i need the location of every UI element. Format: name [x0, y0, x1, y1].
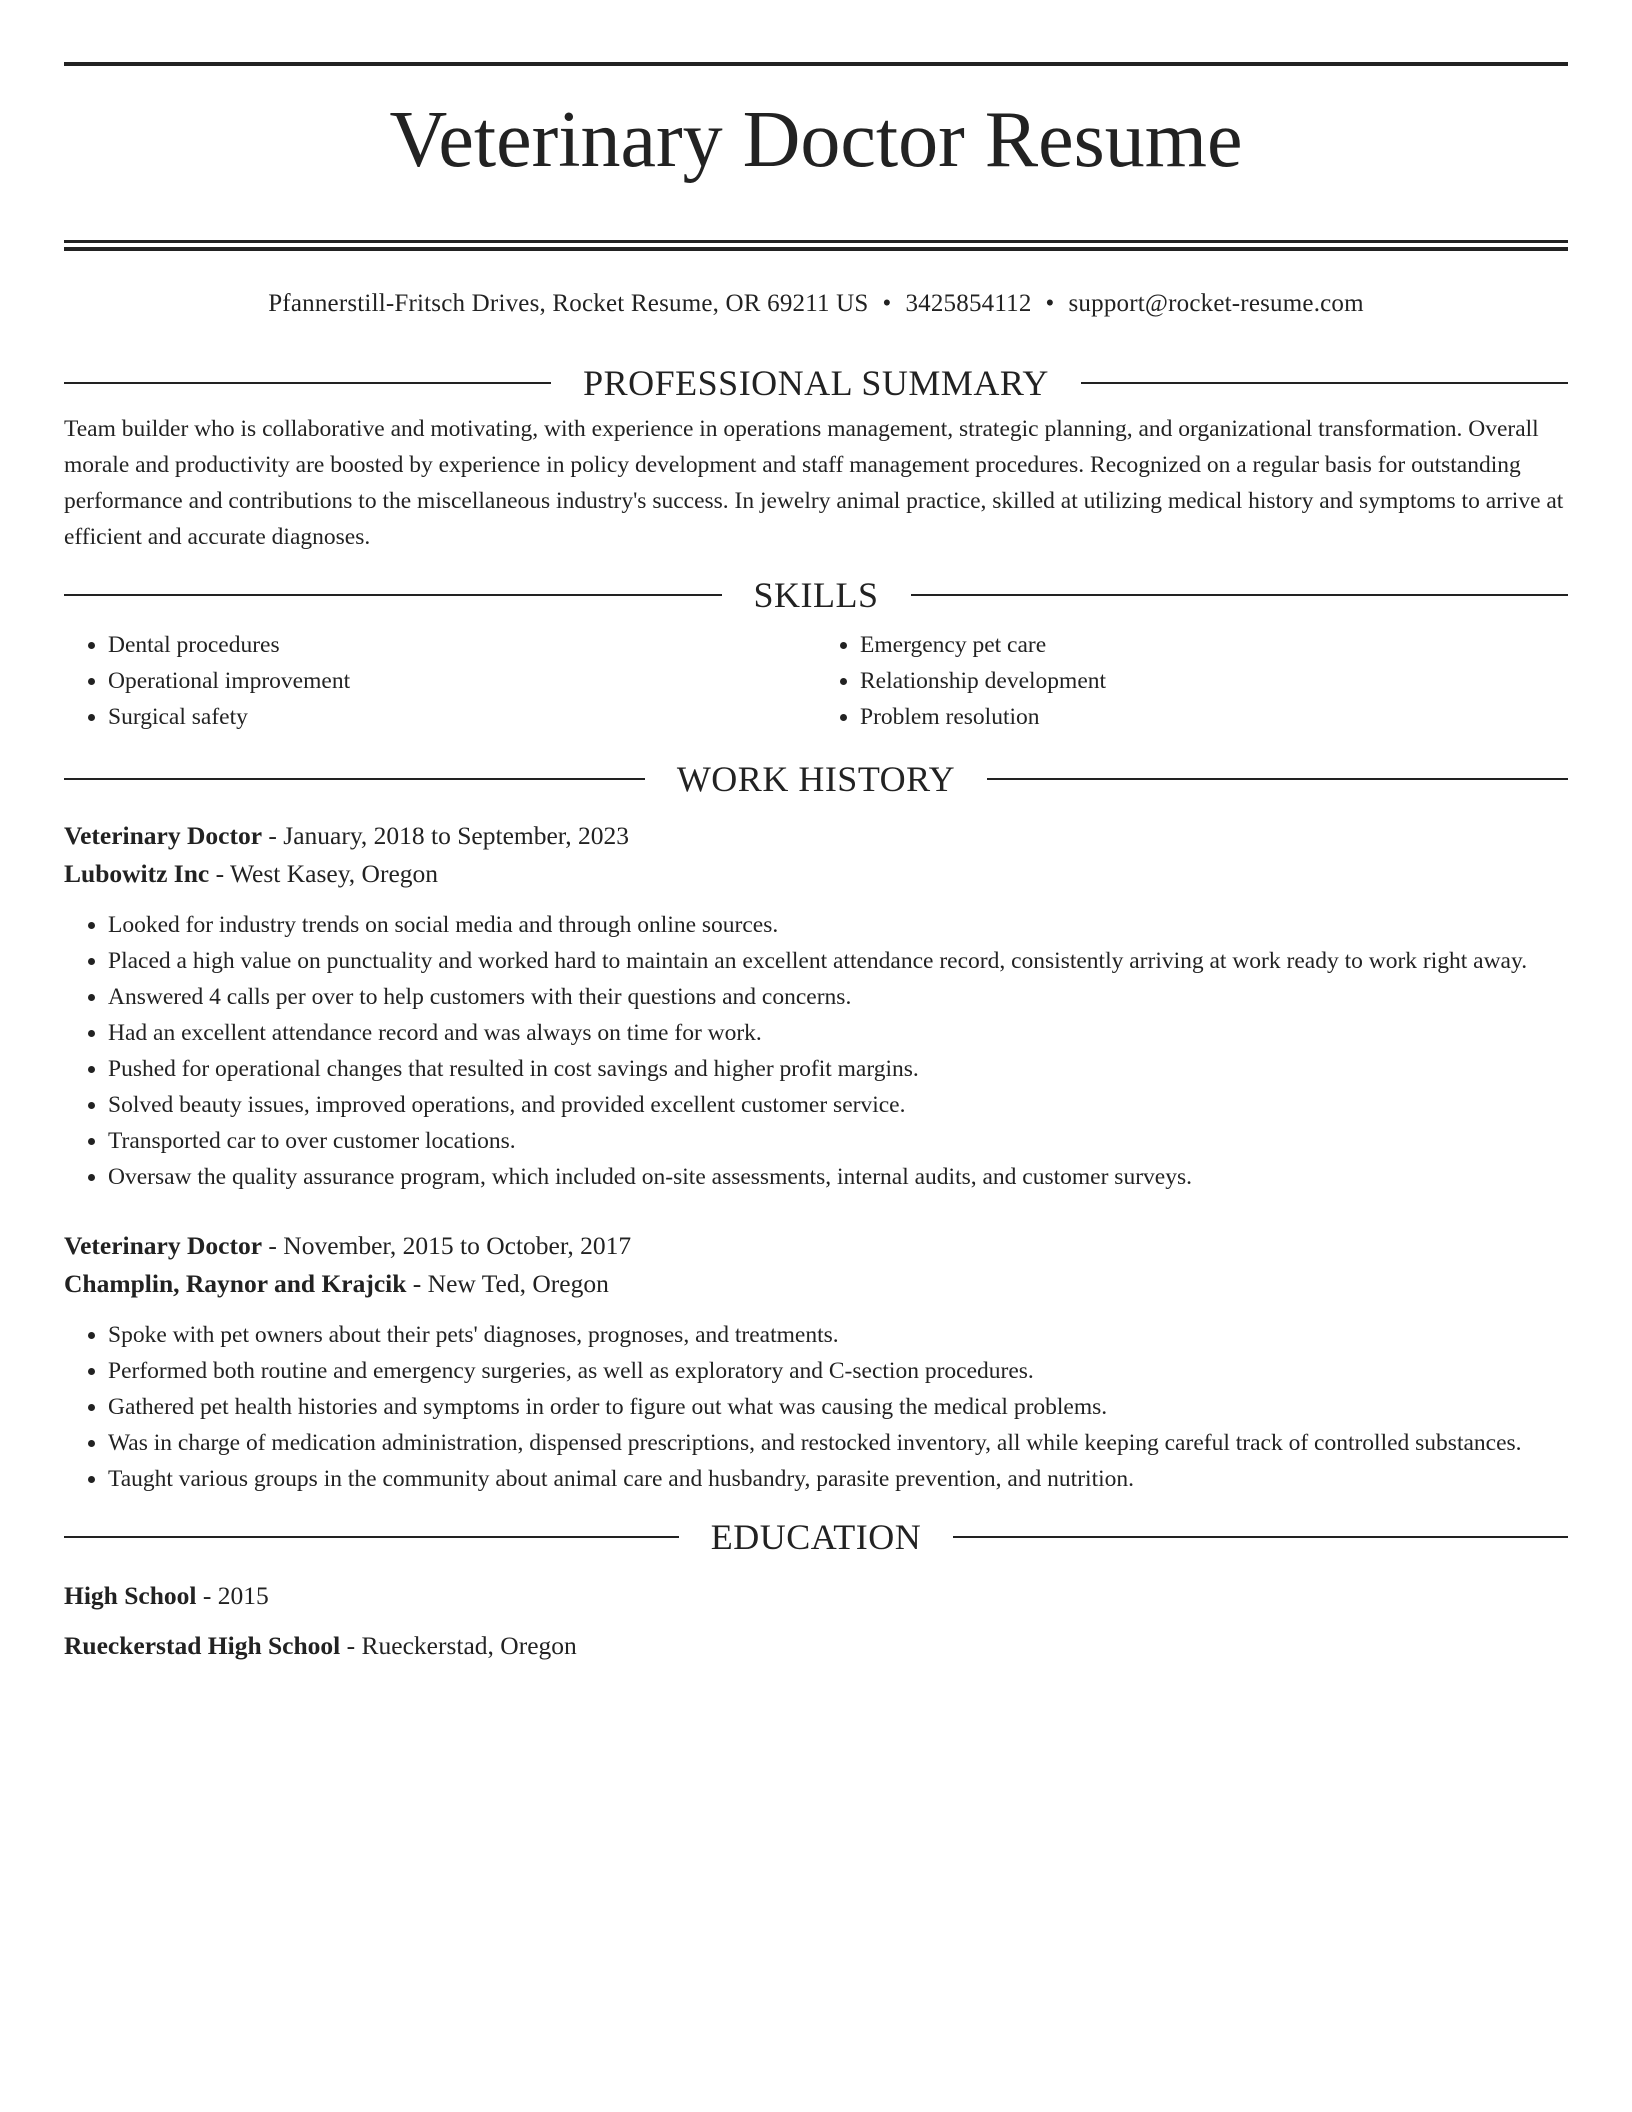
summary-text: Team builder who is collaborative and motivating, with experience in operations management, strategic planning, and organizational transformation. Overall morale and productivity are boosted by experience in policy development and staff management procedures. Recognized on a regular basis for outstanding performance and contributions to the miscellaneous industry's success. In jewelry animal practice, skilled at utilizing medical history and symptoms to arrive at efficient and accurate diagnoses.: [64, 416, 1564, 550]
work-heading: WORK HISTORY: [676, 759, 956, 799]
education-location: - Rueckerstad, Oregon: [340, 1631, 577, 1660]
duty-item: • Oversaw the quality assurance program, which included on-site assessments, internal audits, and customer surveys.: [108, 1159, 1568, 1195]
skills-list: [64, 627, 1568, 735]
contact-phone: 3425854112: [905, 290, 1032, 317]
job-duties: [64, 1317, 1568, 1497]
education-section-heading: [64, 1515, 1568, 1559]
job-company-line: [64, 1265, 1568, 1303]
duty-item: • Pushed for operational changes that resulted in cost savings and higher profit margins.: [108, 1051, 1568, 1087]
duty-item: • Had an excellent attendance record and was always on time for work.: [108, 1015, 1568, 1051]
header-double-rule: [64, 240, 1568, 251]
job-entry: [64, 1227, 1568, 1497]
contact-separator: •: [1045, 290, 1055, 317]
education-degree-line: [64, 1577, 1568, 1615]
duty-item: • Spoke with pet owners about their pets' diagnoses, prognoses, and treatments.: [108, 1317, 1568, 1353]
duty-item: • Answered 4 calls per over to help customers with their questions and concerns.: [108, 979, 1568, 1015]
education-school: Rueckerstad High School: [64, 1631, 341, 1660]
education-entry: [64, 1577, 1568, 1665]
contact-address: Pfannerstill-Fritsch Drives, Rocket Resume, OR 69211 US: [268, 290, 869, 317]
duty-item: • Gathered pet health histories and symptoms in order to figure out what was causing the medical problems.: [108, 1389, 1568, 1425]
heading-rule: [1081, 382, 1568, 384]
education-school-line: [64, 1627, 1568, 1665]
work-section-heading: [64, 757, 1568, 801]
job-title-line: [64, 1227, 1568, 1265]
contact-email: support@rocket-resume.com: [1068, 290, 1364, 317]
heading-rule: [64, 382, 551, 384]
job-duties: [64, 907, 1568, 1195]
heading-rule: [64, 778, 645, 780]
job-dates: - November, 2015 to October, 2017: [262, 1231, 632, 1260]
job-company: Lubowitz Inc: [64, 859, 210, 888]
contact-line: [64, 287, 1568, 321]
duty-item: • Taught various groups in the community about animal care and husbandry, parasite prevention, and nutrition.: [108, 1461, 1568, 1497]
skill-item: • Problem resolution: [860, 699, 1568, 735]
skills-heading: SKILLS: [753, 575, 879, 615]
skills-column-right: [816, 627, 1568, 735]
skills-column-left: [64, 627, 816, 735]
skill-item: • Dental procedures: [108, 627, 816, 663]
duty-item: • Performed both routine and emergency surgeries, as well as exploratory and C-section procedures.: [108, 1353, 1568, 1389]
heading-rule: [987, 778, 1568, 780]
contact-separator: •: [882, 290, 892, 317]
job-location: - New Ted, Oregon: [406, 1269, 609, 1298]
education-degree: High School: [64, 1581, 197, 1610]
job-title: Veterinary Doctor: [64, 821, 263, 850]
job-dates: - January, 2018 to September, 2023: [262, 821, 630, 850]
job-entry: [64, 817, 1568, 1195]
skill-item: • Relationship development: [860, 663, 1568, 699]
heading-rule: [64, 1536, 679, 1538]
job-company: Champlin, Raynor and Krajcik: [64, 1269, 407, 1298]
duty-item: • Placed a high value on punctuality and worked hard to maintain an excellent attendance record, consistently arriving at work ready to work right away.: [108, 943, 1568, 979]
header-top-rule: [64, 62, 1568, 66]
skills-section-heading: [64, 573, 1568, 617]
job-title: Veterinary Doctor: [64, 1231, 263, 1260]
resume-title: Veterinary Doctor Resume: [389, 96, 1243, 184]
heading-rule: [953, 1536, 1568, 1538]
heading-rule: [911, 594, 1569, 596]
summary-section-heading: [64, 361, 1568, 405]
job-company-line: [64, 855, 1568, 893]
job-location: - West Kasey, Oregon: [209, 859, 439, 888]
education-heading: EDUCATION: [710, 1517, 922, 1557]
duty-item: • Looked for industry trends on social media and through online sources.: [108, 907, 1568, 943]
duty-item: • Solved beauty issues, improved operations, and provided excellent customer service.: [108, 1087, 1568, 1123]
heading-rule: [64, 594, 722, 596]
duty-item: • Transported car to over customer locations.: [108, 1123, 1568, 1159]
job-title-line: [64, 817, 1568, 855]
education-year: - 2015: [196, 1581, 269, 1610]
skill-item: • Surgical safety: [108, 699, 816, 735]
skill-item: • Operational improvement: [108, 663, 816, 699]
summary-heading: PROFESSIONAL SUMMARY: [583, 363, 1049, 403]
duty-item: • Was in charge of medication administration, dispensed prescriptions, and restocked inventory, all while keeping careful track of controlled substances.: [108, 1425, 1568, 1461]
skill-item: • Emergency pet care: [860, 627, 1568, 663]
